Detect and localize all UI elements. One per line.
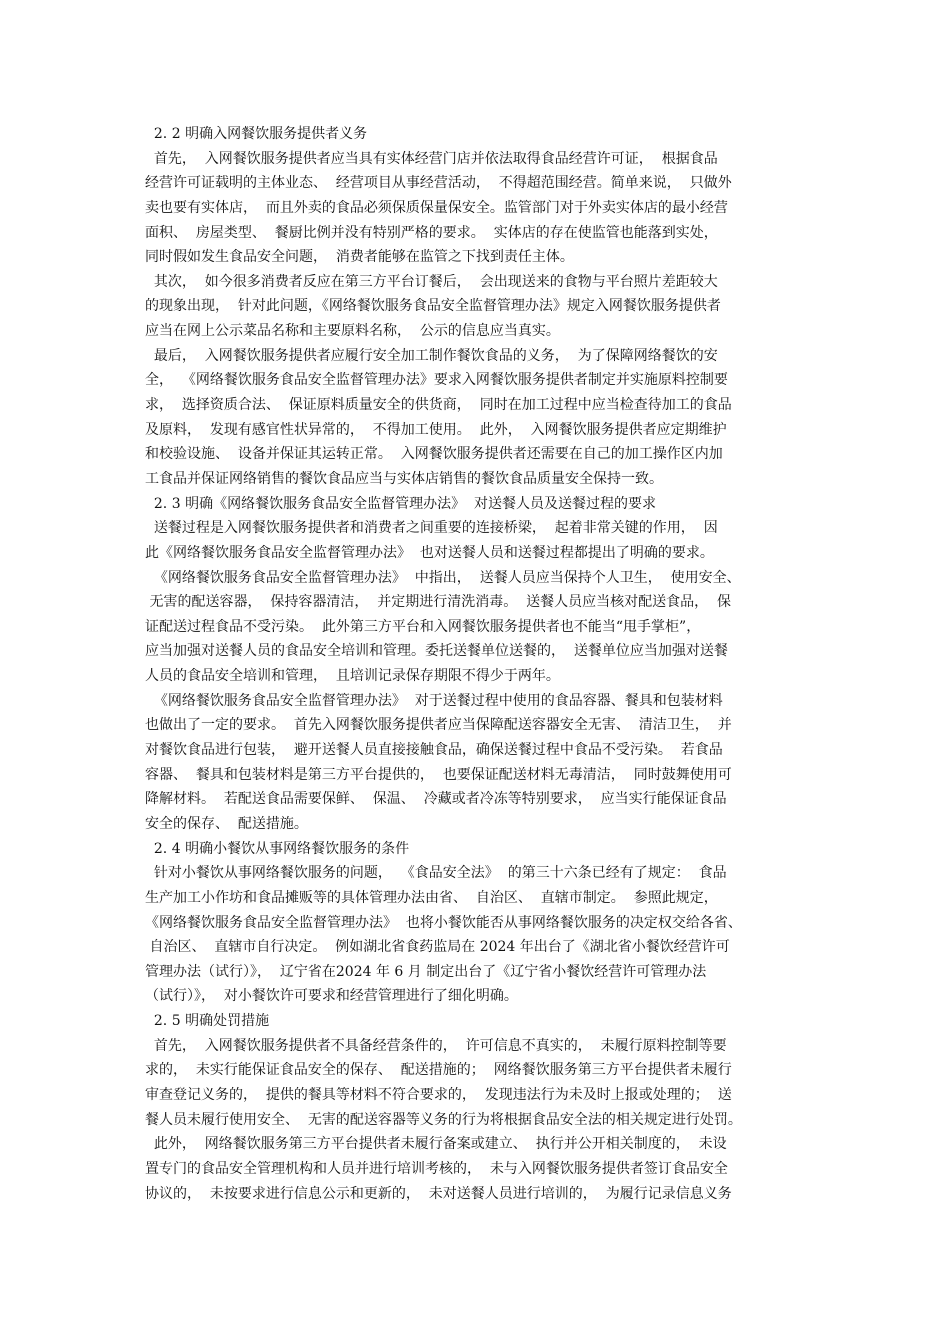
text-line: 审查登记义务的， 提供的餐具等材料不符合要求的， 发现违法行为未及时上报或处理的； 送 bbox=[145, 1086, 732, 1103]
document-body bbox=[145, 122, 825, 1206]
text-line: 置专门的食品安全管理机构和人员并进行培训考核的， 未与入网餐饮服务提供者签订食品安全 bbox=[145, 1160, 728, 1177]
text-line: 无害的配送容器， 保持容器清洁， 并定期进行清洗消毒。 送餐人员应当核对配送食品， 保 bbox=[145, 594, 732, 611]
text-line: 面积、 房屋类型、 餐厨比例并没有特别严格的要求。 实体店的存在使监管也能落到实处， bbox=[145, 224, 718, 241]
text-line: 2. 4 明确小餐饮从事网络餐饮服务的条件 bbox=[145, 840, 410, 857]
text-line: 送餐过程是入网餐饮服务提供者和消费者之间重要的连接桥梁， 起着非常关键的作用， 因 bbox=[145, 520, 718, 537]
text-line: 其次， 如今很多消费者反应在第三方平台订餐后， 会出现送来的食物与平台照片差距较大 bbox=[145, 273, 718, 290]
text-line: 管理办法（试行）》， 辽宁省在2024 年 6 月 制定出台了《辽宁省小餐饮经营许可管理办法 bbox=[145, 963, 707, 980]
text-line: 经营许可证载明的主体业态、 经营项目从事经营活动， 不得超范围经营。简单来说， 只做外 bbox=[145, 175, 732, 192]
text-line: 首先， 入网餐饮服务提供者应当具有实体经营门店并依法取得食品经营许可证， 根据食品 bbox=[145, 150, 718, 167]
text-line: 此外， 网络餐饮服务第三方平台提供者未履行备案或建立、 执行并公开相关制度的， 未设 bbox=[145, 1136, 727, 1153]
text-line: 《网络餐饮服务食品安全监督管理办法》 对于送餐过程中使用的食品容器、餐具和包装材料 bbox=[145, 692, 723, 709]
text-line: 应当在网上公示菜品名称和主要原料名称， 公示的信息应当真实。 bbox=[145, 323, 560, 340]
text-line: 《网络餐饮服务食品安全监督管理办法》 也将小餐饮能否从事网络餐饮服务的决定权交给各省、 bbox=[145, 914, 742, 931]
text-line: 自治区、 直辖市自行决定。 例如湖北省食药监局在 2024 年出台了《湖北省小餐饮经营许可 bbox=[145, 939, 730, 956]
text-line: 生产加工小作坊和食品摊贩等的具体管理办法由省、 自治区、 直辖市制定。 参照此规定， bbox=[145, 889, 718, 906]
text-line: 和校验设施、 设备并保证其运转正常。 入网餐饮服务提供者还需要在自己的加工操作区内加 bbox=[145, 446, 723, 463]
text-line: 2. 2 明确入网餐饮服务提供者义务 bbox=[145, 126, 368, 142]
text-line: 容器、 餐具和包装材料是第三方平台提供的， 也要保证配送材料无毒清洁， 同时鼓舞使用可 bbox=[145, 766, 732, 783]
text-line: 最后， 入网餐饮服务提供者应履行安全加工制作餐饮食品的义务， 为了保障网络餐饮的安 bbox=[145, 347, 718, 364]
text-line: 也做出了一定的要求。 首先入网餐饮服务提供者应当保障配送容器安全无害、 清洁卫生， 并 bbox=[145, 717, 732, 734]
text-line: 2. 5 明确处罚措施 bbox=[145, 1013, 270, 1030]
text-line: 卖也要有实体店， 而且外卖的食品必须保质保量保安全。监管部门对于外卖实体店的最小经营 bbox=[145, 199, 728, 216]
text-line: 求， 选择资质合法、 保证原料质量安全的供货商， 同时在加工过程中应当检查待加工的食品 bbox=[145, 397, 732, 414]
text-line: 求的， 未实行能保证食品安全的保存、 配送措施的； 网络餐饮服务第三方平台提供者未履行 bbox=[145, 1062, 732, 1079]
text-line: 2. 3 明确《网络餐饮服务食品安全监督管理办法》 对送餐人员及送餐过程的要求 bbox=[145, 495, 656, 512]
text-line: 首先， 入网餐饮服务提供者不具备经营条件的， 许可信息不真实的， 未履行原料控制等要 bbox=[145, 1037, 727, 1054]
text-line: 对餐饮食品进行包装， 避开送餐人员直接接触食品，确保送餐过程中食品不受污染。 若食品 bbox=[145, 742, 723, 759]
text-line: 安全的保存、 配送措施。 bbox=[145, 815, 308, 832]
text-line: 应当加强对送餐人员的食品安全培训和管理。委托送餐单位送餐的， 送餐单位应当加强对送餐 bbox=[145, 643, 728, 660]
text-line: 此《网络餐饮服务食品安全监督管理办法》 也对送餐人员和送餐过程都提出了明确的要求。 bbox=[145, 544, 714, 561]
text-line: 降解材料。 若配送食品需要保鲜、 保温、 冷藏或者冷冻等特别要求， 应当实行能保证食品 bbox=[145, 791, 727, 808]
text-line: 的现象出现， 针对此问题，《网络餐饮服务食品安全监督管理办法》规定入网餐饮服务提供者 bbox=[145, 298, 721, 315]
text-line: 针对小餐饮从事网络餐饮服务的问题， 《食品安全法》 的第三十六条已经有了规定： 食品 bbox=[145, 865, 727, 882]
text-line: （试行）》， 对小餐饮许可要求和经营管理进行了细化明确。 bbox=[145, 988, 518, 1005]
text-line: 全， 《网络餐饮服务食品安全监督管理办法》要求入网餐饮服务提供者制定并实施原料控制要 bbox=[145, 372, 728, 389]
text-line: 同时假如发生食品安全问题， 消费者能够在监管之下找到责任主体。 bbox=[145, 249, 574, 266]
text-line: 证配送过程食品不受污染。 此外第三方平台和入网餐饮服务提供者也不能当“甩手掌柜”， bbox=[145, 618, 701, 635]
text-line: 工食品并保证网络销售的餐饮食品应当与实体店销售的餐饮食品质量安全保持一致。 bbox=[145, 470, 663, 487]
text-line: 人员的食品安全培训和管理， 且培训记录保存期限不得少于两年。 bbox=[145, 668, 560, 685]
text-line: 餐人员未履行使用安全、 无害的配送容器等义务的行为将根据食品安全法的相关规定进行处罚。 bbox=[145, 1111, 742, 1128]
text-line: 《网络餐饮服务食品安全监督管理办法》 中指出， 送餐人员应当保持个人卫生， 使用安全、 bbox=[145, 569, 741, 586]
text-line: 及原料， 发现有感官性状异常的， 不得加工使用。 此外， 入网餐饮服务提供者应定期维护 bbox=[145, 421, 727, 438]
text-line: 协议的， 未按要求进行信息公示和更新的， 未对送餐人员进行培训的， 为履行记录信息义务 bbox=[145, 1185, 732, 1202]
